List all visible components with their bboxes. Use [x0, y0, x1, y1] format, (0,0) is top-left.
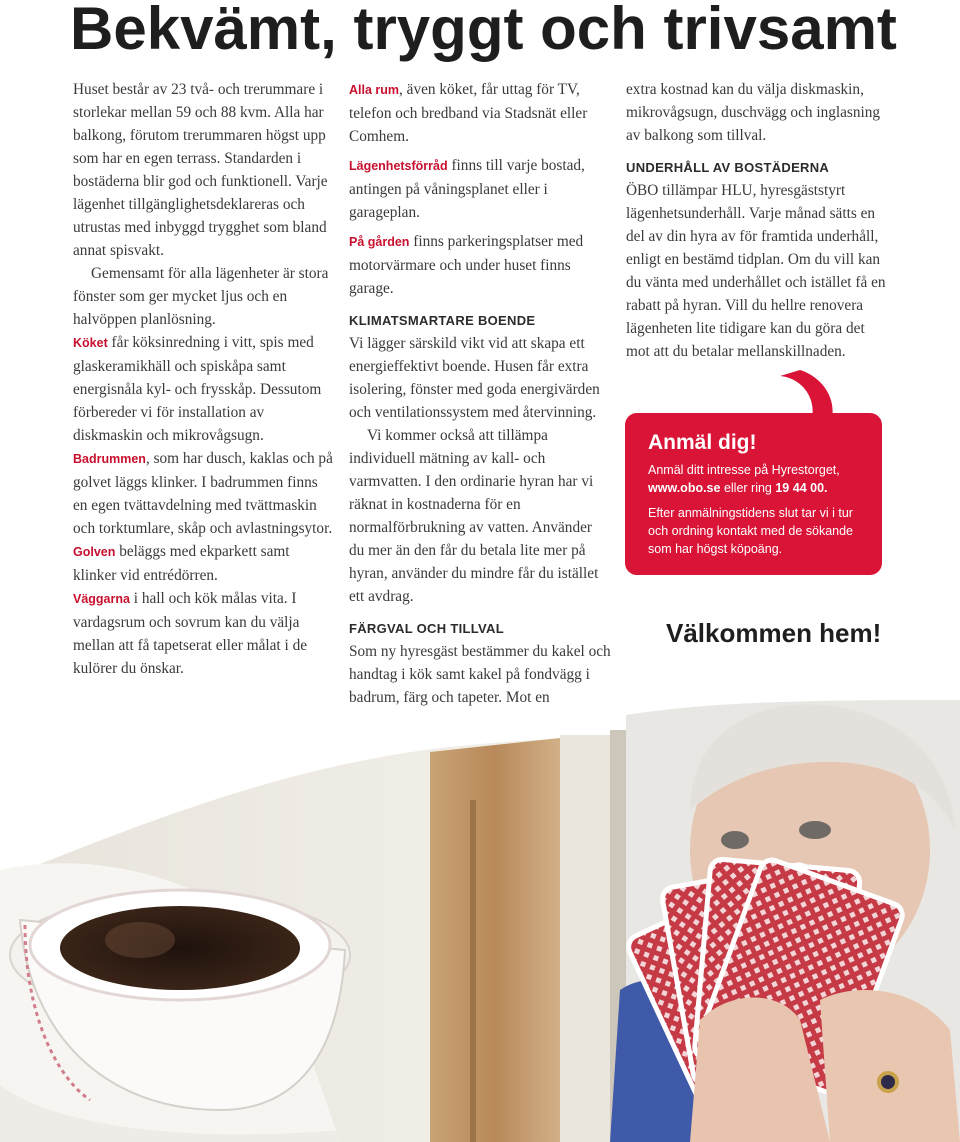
- walls-keyword: Väggarna: [73, 592, 130, 606]
- signup-heading: Anmäl dig!: [648, 431, 757, 454]
- climate-paragraph-1: Vi lägger särskild vikt vid att skapa ett energieffektivt boende. Husen får extra isolering, fönster med goda energivärden och ventilationssystem med återvinning.: [349, 335, 600, 421]
- kitchen-keyword: Köket: [73, 336, 108, 350]
- floors-text: beläggs med ekparkett samt klinker vid entrédörren.: [73, 543, 290, 584]
- yard-keyword: På gården: [349, 235, 410, 249]
- signup-text: [648, 461, 860, 497]
- phone-number: 19 44 00.: [775, 481, 828, 495]
- signup-line: Anmäl ditt intresse på Hyrestorget,: [648, 463, 840, 477]
- color-heading: FÄRGVAL OCH TILLVAL: [349, 621, 504, 636]
- walls-text: i hall och kök målas vita. I vardagsrum och sovrum kan du välja mellan att få tapetserat eller målat i de kulörer du önskar.: [73, 590, 308, 677]
- storage-text: finns till varje bostad, antingen på våningsplanet eller i garageplan.: [349, 157, 585, 221]
- bathroom-text: , som har dusch, kaklas och på golvet läggs klinker. I badrummen finns en egen tvättavdelning med tvättmaskin och torktumlare, skåp och avlastningsytor.: [73, 450, 333, 537]
- signup-bubble: [625, 413, 882, 575]
- welcome-heading: Välkommen hem!: [666, 618, 882, 648]
- signup-info: Efter anmälningstidens slut tar vi i tur och ordning kontakt med de sökande som har högst köpoäng.: [648, 506, 853, 556]
- page-title: Bekvämt, tryggt och trivsamt: [70, 0, 897, 62]
- common-paragraph: Gemensamt för alla lägenheter är stora fönster som ger mycket ljus och en halvöppen planlösning.: [73, 265, 329, 328]
- column-left: [73, 78, 335, 680]
- bathroom-paragraph: [73, 447, 335, 540]
- storage-keyword: Lägenhetsförråd: [349, 159, 448, 173]
- column-middle: [349, 78, 611, 709]
- intro-paragraph: Huset består av 23 två- och trerummare i storlekar mellan 59 och 88 kvm. Alla har balkong, förutom trerummaren högst upp som har en egen terrass. Standarden i bostäderna blir god och funktionell. Varje lägenhet tillgänglighetsdeklareras och utrustas med inbyggd trygghet som bland annat spisvakt.: [73, 81, 328, 259]
- photo-illustration: [0, 690, 960, 1142]
- rooms-text: , även köket, får uttag för TV, telefon och bredband via Stadsnät eller Comhem.: [349, 81, 588, 145]
- walls-paragraph: [73, 587, 335, 680]
- yard-paragraph: [349, 230, 611, 300]
- column-right: [626, 78, 888, 363]
- color-paragraph: Som ny hyresgäst bestämmer du kakel och handtag i kök samt kakel på fondvägg i badrum, färg och tapeter. Mot en: [349, 643, 611, 706]
- climate-paragraph-2: Vi kommer också att tillämpa individuell mätning av kall- och varmvatten. I den ordinarie hyran har vi räknat in kostnaderna för en normalförbrukning av vatten. Använder du mer än den får du betala lite mer på hyran, använder du mindre får du istället ett avdrag.: [349, 427, 599, 605]
- maintenance-heading: UNDERHÅLL AV BOSTÄDERNA: [626, 160, 830, 175]
- options-paragraph: extra kostnad kan du välja diskmaskin, mikrovågsugn, duschvägg och inglasning av balkong som tillval.: [626, 81, 881, 144]
- signup-or: eller ring: [720, 481, 776, 495]
- rooms-paragraph: [349, 78, 611, 148]
- kitchen-paragraph: [73, 331, 335, 447]
- floors-paragraph: [73, 540, 335, 587]
- rooms-keyword: Alla rum: [349, 83, 400, 97]
- floors-keyword: Golven: [73, 545, 116, 559]
- kitchen-text: får köksinredning i vitt, spis med glaskeramikhäll och spiskåpa samt energisnåla kyl- och frysskåp. Dessutom förbereder vi för installation av diskmaskin och mikrovågsugn.: [73, 334, 322, 444]
- maintenance-paragraph: ÖBO tillämpar HLU, hyresgäststyrt lägenhetsunderhåll. Varje månad sätts en del av din hyra av för framtida underhåll, enligt en bestämd tidplan. Om du vill kan du vänta med underhållet och istället få en rabatt på hyran. Vill du hellre renovera lägenheten lite tidigare kan du göra det mot att du betalar mellanskillnaden.: [626, 182, 886, 360]
- yard-text: finns parkeringsplatser med motorvärmare och under huset finns garage.: [349, 233, 584, 297]
- website-link[interactable]: www.obo.se: [648, 481, 721, 495]
- storage-paragraph: [349, 154, 611, 224]
- climate-heading: KLIMATSMARTARE BOENDE: [349, 313, 536, 328]
- bathroom-keyword: Badrummen: [73, 452, 146, 466]
